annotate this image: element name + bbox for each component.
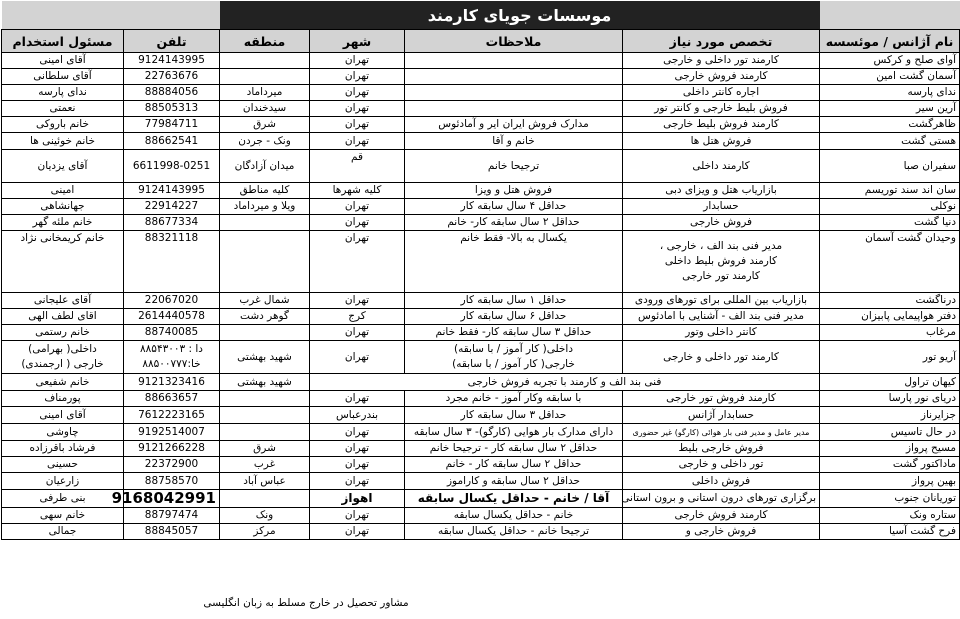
cell-city: تهران [310, 457, 405, 473]
table-row [2, 524, 960, 540]
cell-area [220, 69, 310, 85]
cell-notes: دارای مدارک بار هوایی (کارگو)- ۳ سال سابقه [405, 424, 623, 441]
header-agency: نام آژانس / موئسسه [820, 30, 960, 53]
cell-notes [405, 85, 623, 101]
cell-specialty: تور داخلی و خارجی [623, 457, 820, 473]
cell-notes: حداقل ۲ سال سابقه کار- خانم [405, 215, 623, 231]
cell-phone: 88797474 [124, 508, 220, 524]
title-blank-right [820, 1, 960, 30]
cell-phone [124, 341, 220, 374]
cell-notes: حداقل ۳ سال سابقه کار [405, 407, 623, 424]
cell-contact: آقای امینی [2, 53, 124, 69]
cell-area: شمال غرب [220, 293, 310, 309]
cell-area: مرکز [220, 524, 310, 540]
cell-specialty: فروش خارجی [623, 215, 820, 231]
header-row [2, 30, 960, 53]
cell-notes: حداقل ۲ سال سابقه کار - ترجیحا خانم [405, 441, 623, 457]
cell-notes: با سابقه وکار آموز - خانم مجرد [405, 391, 623, 407]
cell-city: تهران [310, 101, 405, 117]
cell-agency: جزایرناز [820, 407, 960, 424]
cell-area: میدان آزادگان [220, 150, 310, 183]
cell-city: کلیه شهرها [310, 183, 405, 199]
cell-contact: اقای لطف الهی [2, 309, 124, 325]
cell-city: بندرعباس [310, 407, 405, 424]
cell-phone: 9124143995 [124, 53, 220, 69]
cell-contact: فرشاد باقرزاده [2, 441, 124, 457]
table-row [2, 407, 960, 424]
cell-area: میرداماد [220, 85, 310, 101]
cell-agency: مسیح پرواز [820, 441, 960, 457]
cell-specialty: برگزاری تورهای درون استانی و برون استانی [623, 490, 820, 508]
cell-area [220, 424, 310, 441]
title-row [2, 1, 960, 30]
cell-city: تهران [310, 53, 405, 69]
cell-specialty: حسابدار آژانس [623, 407, 820, 424]
cell-city: تهران [310, 508, 405, 524]
cell-notes [405, 69, 623, 85]
cell-agency: دریای نور پارسا [820, 391, 960, 407]
cell-area [220, 215, 310, 231]
cell-contact: خانم شفیعی [2, 374, 124, 391]
table-row [2, 424, 960, 441]
header-area: منطقه [220, 30, 310, 53]
cell-phone: 88758570 [124, 473, 220, 490]
cell-contact: آقای سلطانی [2, 69, 124, 85]
cell-notes [405, 53, 623, 69]
table-row [2, 508, 960, 524]
cell-agency: ماداکتور گشت [820, 457, 960, 473]
cell-agency: بهین پرواز [820, 473, 960, 490]
cell-area [220, 231, 310, 293]
cell-city: تهران [310, 85, 405, 101]
table-row [2, 457, 960, 473]
cell-phone: 88505313 [124, 101, 220, 117]
cell-area: غرب [220, 457, 310, 473]
table-row [2, 85, 960, 101]
cell-contact: چاوشی [2, 424, 124, 441]
header-notes: ملاحظات [405, 30, 623, 53]
cell-area: شهید بهشتی [220, 341, 310, 374]
table-row [2, 133, 960, 150]
cell-phone: 88845057 [124, 524, 220, 540]
page [1, 1, 959, 617]
cell-phone-line: خا:۸۸۵۰۰۷۷۷ [142, 358, 201, 370]
table-row [2, 325, 960, 341]
cell-contact-line: خارجی ( ارجمندی) [21, 358, 104, 370]
table-body [2, 53, 960, 540]
cell-specialty: فروش خارجی و [623, 524, 820, 540]
page-title: موسسات جویای کارمند [220, 1, 820, 30]
header-phone: تلفن [124, 30, 220, 53]
cell-phone: 22372900 [124, 457, 220, 473]
cell-phone: 9121266228 [124, 441, 220, 457]
cell-phone: 88662541 [124, 133, 220, 150]
cell-contact: بنی طرفی [2, 490, 124, 508]
cell-notes: فروش هتل و ویزا [405, 183, 623, 199]
cell-area: سیدخندان [220, 101, 310, 117]
cell-phone: 9124143995 [124, 183, 220, 199]
cell-area [220, 391, 310, 407]
cell-specialty: حسابدار [623, 199, 820, 215]
cell-contact: زارعیان [2, 473, 124, 490]
cell-area: ونک [220, 508, 310, 524]
cell-contact: جمالی [2, 524, 124, 540]
cell-city: تهران [310, 524, 405, 540]
cell-specialty: کارمند فروش خارجی [623, 69, 820, 85]
cell-contact: حسینی [2, 457, 124, 473]
cell-phone: 7612223165 [124, 407, 220, 424]
cell-specialty: اجاره کانتر داخلی [623, 85, 820, 101]
header-city: شهر [310, 30, 405, 53]
cell-notes: ترجیحا خانم - حداقل یکسال سابقه [405, 524, 623, 540]
table-row [2, 391, 960, 407]
cell-contact: آقای علیجانی [2, 293, 124, 309]
table-row [2, 117, 960, 133]
cell-contact: خانم ملئه گهر [2, 215, 124, 231]
cell-notes: حداقل ۶ سال سابقه کار [405, 309, 623, 325]
cell-agency: آسمان گشت امین [820, 69, 960, 85]
cell-agency: کیهان تراول [820, 374, 960, 391]
cell-contact: خانم خوئینی ها [2, 133, 124, 150]
cell-phone: 22914227 [124, 199, 220, 215]
cell-notes-line: خارجی( کار آموز / با سابقه) [452, 358, 575, 370]
cell-contact: آقای یزدیان [2, 150, 124, 183]
cell-agency: دفتر هواپیمایی پابیزان [820, 309, 960, 325]
cell-contact: خانم باروکی [2, 117, 124, 133]
cell-phone: 22067020 [124, 293, 220, 309]
table-row [2, 293, 960, 309]
cell-notes: ترجیحا خانم [405, 150, 623, 183]
table-row [2, 441, 960, 457]
cell-specialty: فروش هتل ها [623, 133, 820, 150]
cell-specialty: فروش بلیط خارجی و کانتر تور [623, 101, 820, 117]
cell-phone: 22763676 [124, 69, 220, 85]
cell-contact: امینی [2, 183, 124, 199]
cell-area: شهید بهشتی [220, 374, 310, 391]
cell-city: کرج [310, 309, 405, 325]
cell-agency: ظاهرگشت [820, 117, 960, 133]
cell-city: تهران [310, 215, 405, 231]
cell-agency: سان اند سند توریسم [820, 183, 960, 199]
agencies-table [1, 1, 960, 540]
cell-phone-line: دا : ۸۸۵۴۳۰۰۳ [140, 343, 203, 355]
cell-specialty-line: مدیر فنی بند الف ، خارجی ، [659, 240, 783, 252]
cell-agency: آرین سیر [820, 101, 960, 117]
cell-phone: 77984711 [124, 117, 220, 133]
cell-phone: 88740085 [124, 325, 220, 341]
table-row [2, 101, 960, 117]
cell-specialty: کارمند تور داخلی و خارجی [623, 53, 820, 69]
table-row [2, 215, 960, 231]
table-row [2, 231, 960, 293]
cell-agency: ندای پارسه [820, 85, 960, 101]
table-row [2, 309, 960, 325]
cell-city: تهران [310, 293, 405, 309]
cell-specialty: کارمند فروش بلیط خارجی [623, 117, 820, 133]
cell-contact: خانم رستمی [2, 325, 124, 341]
cell-city: قم [310, 150, 405, 183]
cell-specialty: مدیر فنی بند الف - آشنایی با امادئوس [623, 309, 820, 325]
cell-area: عباس آباد [220, 473, 310, 490]
cell-contact: پورمناف [2, 391, 124, 407]
cell-area: کلیه مناطق [220, 183, 310, 199]
cell-specialty-line: کارمند تور خارجی [682, 270, 760, 282]
cell-area: گوهر دشت [220, 309, 310, 325]
cell-city: تهران [310, 325, 405, 341]
cell-city: تهران [310, 391, 405, 407]
cell-area [220, 407, 310, 424]
cell-area [220, 490, 310, 508]
cell-notes: مدارک فروش ایران ایر و آمادئوس [405, 117, 623, 133]
cell-contact [2, 341, 124, 374]
cell-agency: مرغاب [820, 325, 960, 341]
cell-phone: 9168042991 [124, 490, 220, 508]
cell-agency: آوای صلح و کرکس [820, 53, 960, 69]
cell-notes: آقا / خانم - حداقل یکسال سابقه [405, 490, 623, 508]
cell-contact: جهانشاهی [2, 199, 124, 215]
cell-city: تهران [310, 441, 405, 457]
cell-agency: درناگشت [820, 293, 960, 309]
cell-contact: ندای پارسه [2, 85, 124, 101]
cell-area: ونک - جردن [220, 133, 310, 150]
cell-specialty: مدیر عامل و مدیر فنی بار هوائی (کارگو) غیر حضوری [623, 424, 820, 441]
cell-specialty: کانتر داخلی وتور [623, 325, 820, 341]
table-row [2, 69, 960, 85]
cell-area: ویلا و میرداماد [220, 199, 310, 215]
cell-agency: نوکلی [820, 199, 960, 215]
cell-specialty: کارمند فروش تور خارجی [623, 391, 820, 407]
cell-agency: فرح گشت آسیا [820, 524, 960, 540]
cell-notes: خانم - حداقل یکسال سابقه [405, 508, 623, 524]
cell-notes: حداقل ۲ سال سابقه کار - خانم [405, 457, 623, 473]
cell-specialty: فروش داخلی [623, 473, 820, 490]
cell-area [220, 53, 310, 69]
cell-area: شرق [220, 117, 310, 133]
cell-notes [405, 341, 623, 374]
cell-agency: سفیران صبا [820, 150, 960, 183]
cell-city: تهران [310, 473, 405, 490]
cell-notes: یکسال به بالا- فقط خانم [405, 231, 623, 293]
cell-city: تهران [310, 231, 405, 293]
cell-agency: وحیدان گشت آسمان [820, 231, 960, 293]
table-row [2, 53, 960, 69]
cell-phone: 88677334 [124, 215, 220, 231]
cell-specialty: کارمند فروش خارجی [623, 508, 820, 524]
cell-agency: هستی گشت [820, 133, 960, 150]
cell-specialty: فروش خارجی بلیط [623, 441, 820, 457]
cell-contact: نعمتی [2, 101, 124, 117]
cell-agency: ستاره ونک [820, 508, 960, 524]
cell-specialty-line: کارمند فروش بلیط داخلی [664, 255, 778, 267]
cell-city: اهواز [310, 490, 405, 508]
table-row [2, 473, 960, 490]
cell-contact-line: داخلی( بهرامی) [28, 343, 97, 355]
table-row [2, 183, 960, 199]
cell-contact: خانم سهی [2, 508, 124, 524]
cell-specialty: بازاریاب هتل و ویزای دبی [623, 183, 820, 199]
cell-agency: آریو تور [820, 341, 960, 374]
cell-notes: حداقل ۴ سال سابقه کار [405, 199, 623, 215]
cell-city: تهران [310, 117, 405, 133]
cell-area [220, 325, 310, 341]
cell-notes: خانم و آقا [405, 133, 623, 150]
cell-phone: 9121323416 [124, 374, 220, 391]
cell-agency: توریانان جنوب [820, 490, 960, 508]
cell-specialty: کارمند داخلی [623, 150, 820, 183]
cell-city: تهران [310, 133, 405, 150]
cell-phone: 88321118 [124, 231, 220, 293]
cell-specialty [623, 231, 820, 293]
cell-city: تهران [310, 341, 405, 374]
cell-phone: 88884056 [124, 85, 220, 101]
cell-area: شرق [220, 441, 310, 457]
cell-specialty: کارمند تور داخلی و خارجی [623, 341, 820, 374]
cell-city: تهران [310, 424, 405, 441]
cell-phone: 9192514007 [124, 424, 220, 441]
table-row [2, 199, 960, 215]
cell-notes: حداقل ۳ سال سابقه کار- فقط خانم [405, 325, 623, 341]
cell-city: تهران [310, 199, 405, 215]
cell-contact: آقای امینی [2, 407, 124, 424]
cell-agency: دنیا گشت [820, 215, 960, 231]
table-row [2, 341, 960, 374]
cell-notes-line: داخلی( کار آموز / با سابقه) [453, 343, 574, 355]
title-blank-left [2, 1, 220, 30]
cell-phone: 2614440578 [124, 309, 220, 325]
cell-city: تهران [310, 69, 405, 85]
header-specialty: تخصص مورد نیاز [623, 30, 820, 53]
cell-merged-requirement: فنی بند الف و کارمند با تجربه فروش خارجی [310, 374, 820, 391]
cell-contact: خانم کریمخانی نژاد [2, 231, 124, 293]
cell-notes: حداقل ۲ سال سابقه و کاراموز [405, 473, 623, 490]
cell-phone: 6611998-0251 [124, 150, 220, 183]
cell-specialty: بازاریاب بین المللی برای تورهای ورودی [623, 293, 820, 309]
cell-agency: در حال تاسیس [820, 424, 960, 441]
table-row [2, 150, 960, 183]
table-row [2, 374, 960, 391]
cell-notes [405, 101, 623, 117]
header-contact: مسئول استخدام [2, 30, 124, 53]
table-row [2, 490, 960, 508]
cell-phone: 88663657 [124, 391, 220, 407]
footnote: مشاور تحصیل در خارج مسلط به زبان انگلیسی [203, 597, 409, 609]
cell-notes: حداقل ۱ سال سابقه کار [405, 293, 623, 309]
